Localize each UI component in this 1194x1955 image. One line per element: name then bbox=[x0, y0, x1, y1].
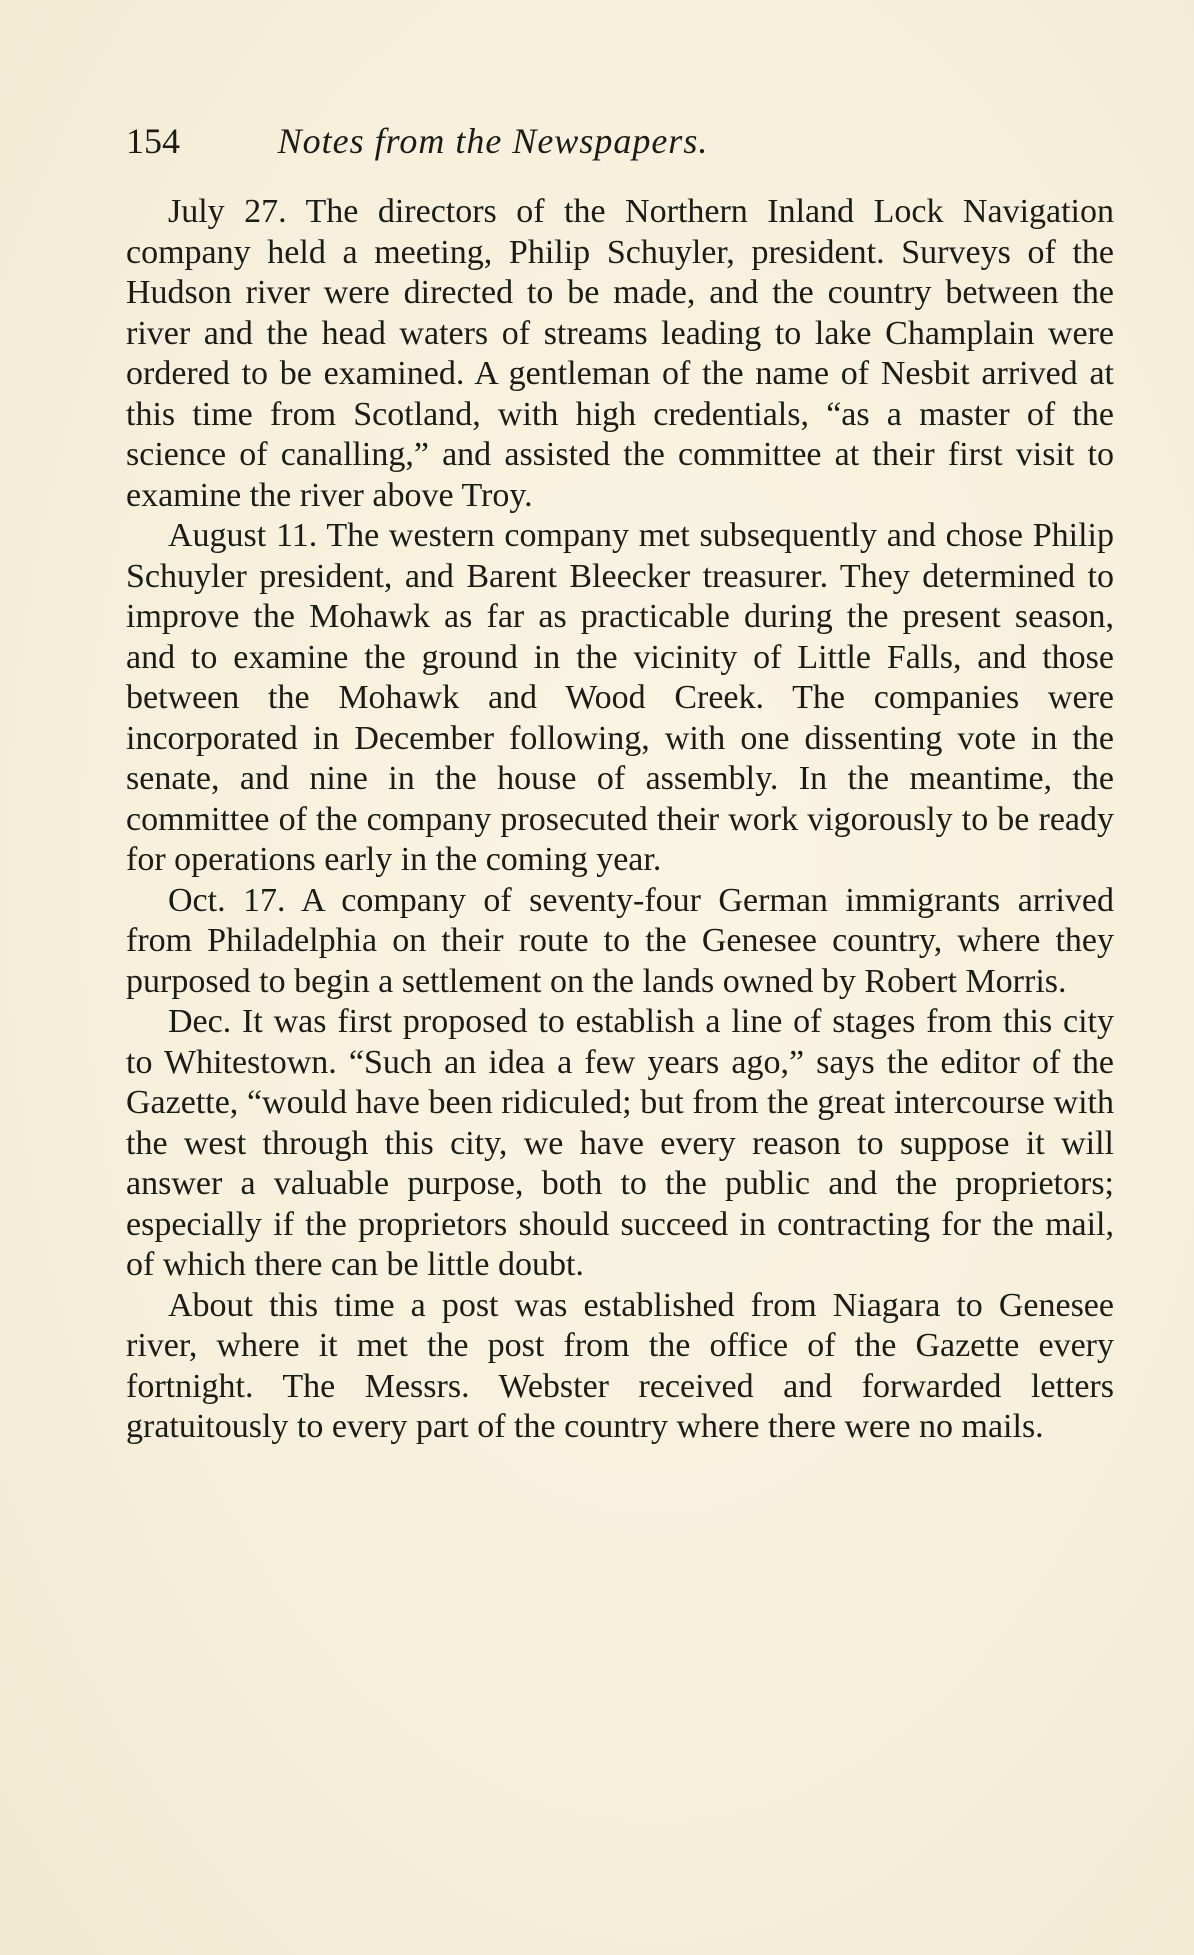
paragraph-post-niagara: About this time a post was established from Niagara to Genesee river, where it met the post from the office of the Gazette every fortnight. The Messrs. Webster received and forwarded letters gratuitously to every part of the country where there were no mails. bbox=[126, 1286, 1114, 1445]
running-title: Notes from the Newspapers. bbox=[277, 121, 709, 161]
running-head bbox=[126, 120, 1122, 170]
paragraph-dec: Dec. It was first proposed to establish a line of stages from this city to Whitestown. “Such an idea a few years ago,” says the editor of the Gazette, “would have been ridiculed; but from the great intercourse with the west through this city, we have every reason to suppose it will answer a valuable purpose, both to the public and the proprietors; especially if the proprietors should succeed in contracting for the mail, of which there can be little doubt. bbox=[126, 1003, 1114, 1283]
page-number: 154 bbox=[126, 121, 180, 161]
paragraph-july-27: July 27. The directors of the Northern Inland Lock Navigation company held a meeting, Philip Schuyler, president. Surveys of the Hudson river were directed to be made, and the country between the river and the head waters of streams leading to lake Champlain were ordered to be examined. A gentleman of the name of Nesbit arrived at this time from Scotland, with high credentials, “as a master of the science of canalling,” and assisted the committee at their first visit to examine the river above Troy. bbox=[126, 193, 1114, 514]
paragraph-august-11: August 11. The western company met subsequently and chose Philip Schuyler president, and Barent Bleecker treasurer. They determined to improve the Mohawk as far as practicable during the present season, and to examine the ground in the vicinity of Little Falls, and those between the Mohawk and Wood Creek. The companies were incorporated in December following, with one dissenting vote in the senate, and nine in the house of assembly. In the meantime, the committee of the company prosecuted their work vigorously to be ready for operations early in the coming year. bbox=[126, 517, 1114, 878]
paragraph-oct-17: Oct. 17. A company of seventy-four German immigrants arrived from Philadelphia on their route to the Genesee country, where they purposed to begin a settlement on the lands owned by Robert Morris. bbox=[126, 881, 1114, 1000]
body-text bbox=[126, 192, 1114, 1448]
